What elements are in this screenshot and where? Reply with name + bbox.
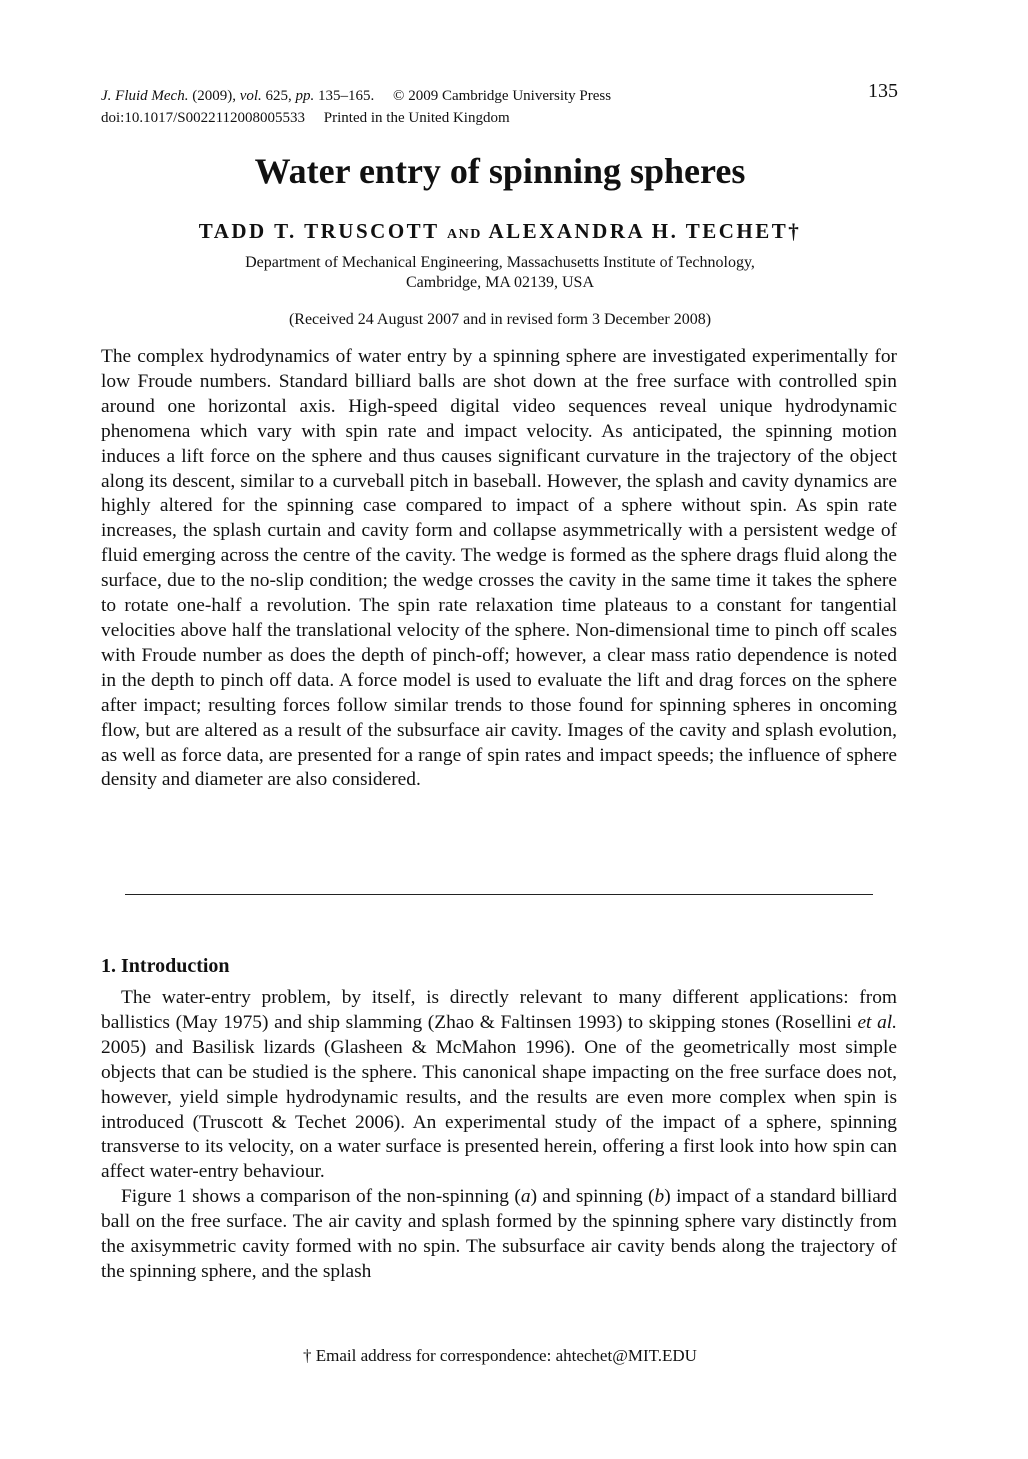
abstract: The complex hydrodynamics of water entry by a spinning sphere are investigated experimentally for low Froude numbers. Standard billiard balls are shot down at the free surface with controlled spin around one horizontal axis. High-speed digital video sequences reveal unique hydrodynamic phenomena which vary with spin rate and impact velocity. As anticipated, the spinning motion induces a lift force on the sphere and thus causes significant curvature in the trajectory of the object along its descent, similar to a curveball pitch in baseball. However, the splash and cavity dynamics are highly altered for the spinning case compared to impact of a sphere without spin. As spin rate increases, the splash curtain and cavity form and collapse asymmetrically with a persistent wedge of fluid emerging across the centre of the cavity. The wedge is formed as the sphere drags fluid along the surface, due to the no-slip condition; the wedge crosses the cavity in the same time it takes the sphere to rotate one-half a revolution. The spin rate relaxation time plateaus to a constant for tangential velocities above half the translational velocity of the sphere. Non-dimensional time to pinch off scales with Froude number as does the depth of pinch-off; however, a clear mass ratio dependence is noted in the depth to pinch off data. A force model is used to evaluate the lift and drag forces on the sphere after impact; resulting forces follow similar trends to those found for spinning spheres in oncoming flow, but are altered as a result of the subsurface air cavity. Images of the cavity and splash evolution, as well as force data, are presented for a range of spin rates and impact speeds; the influence of sphere density and diameter are also considered. — [101, 346, 897, 791]
et-al: et al. — [857, 1011, 897, 1033]
running-header — [101, 85, 901, 129]
paragraph-1 — [101, 986, 897, 1185]
author-2: ALEXANDRA H. TECHET† — [488, 219, 802, 243]
affiliation-line-2: Cambridge, MA 02139, USA — [406, 274, 594, 291]
affiliation — [0, 253, 1000, 293]
doi-line — [101, 107, 901, 129]
section-heading: 1. Introduction — [101, 955, 230, 977]
copyright-notice: © 2009 Cambridge University Press — [393, 88, 612, 104]
journal-year: (2009), — [192, 88, 236, 104]
author-conjunction: AND — [447, 227, 482, 242]
paper-title: Water entry of spinning spheres — [254, 151, 746, 191]
volume-label: vol. — [239, 88, 262, 104]
printed-notice: Printed in the United Kingdom — [323, 110, 510, 126]
citation-line — [101, 85, 901, 107]
paragraph-2-text-a: Figure 1 shows a comparison of the non-spinning ( — [121, 1186, 521, 1208]
section-body — [101, 986, 897, 1285]
abstract-divider — [125, 894, 873, 895]
page-range: 135–165. — [318, 88, 375, 104]
author-line — [0, 219, 1000, 244]
panel-b-ref: b — [654, 1186, 665, 1208]
paragraph-1-text-b: 2005) and Basilisk lizards (Glasheen & McMahon 1996). One of the geometrically most simple objects that can be studied is the sphere. This canonical shape impacting on the free surface does not, however, yield simple hydrodynamic results, and the results are even more complex when spin is introduced (Truscott & Techet 2006). An experimental study of the impact of a sphere, spinning transverse to its velocity, on a water surface is presented herein, offering a first look into how spin can affect water-entry behaviour. — [101, 1036, 897, 1183]
volume-number: 625, — [265, 88, 292, 104]
paragraph-2-text-c: ) impact of a standard billiard ball on the free surface. The air cavity and splash formed by the spinning sphere vary distinctly from the axisymmetric cavity formed with no spin. The subsurface air cavity bends along the trajectory of the spinning sphere, and the splash — [101, 1186, 897, 1282]
pages-label: pp. — [295, 88, 315, 104]
panel-a-ref: a — [520, 1186, 531, 1208]
paragraph-2 — [101, 1185, 897, 1285]
author-1: TADD T. TRUSCOTT — [198, 219, 440, 243]
paragraph-2-text-b: ) and spinning ( — [530, 1186, 655, 1208]
journal-name: J. Fluid Mech. — [101, 88, 189, 104]
received-dates: (Received 24 August 2007 and in revised form 3 December 2008) — [288, 311, 712, 328]
affiliation-line-1: Department of Mechanical Engineering, Massachusetts Institute of Technology, — [245, 254, 755, 271]
page-number: 135 — [868, 80, 898, 102]
paragraph-1-text-a: The water-entry problem, by itself, is directly relevant to many different applications: from ballistics (May 1975) and ship slamming (Zhao & Faltinsen 1993) to skipping stones (Rosellini — [101, 987, 897, 1033]
doi: doi:10.1017/S0022112008005533 — [101, 110, 306, 126]
footnote: † Email address for correspondence: ahtechet@MIT.EDU — [303, 1346, 697, 1365]
